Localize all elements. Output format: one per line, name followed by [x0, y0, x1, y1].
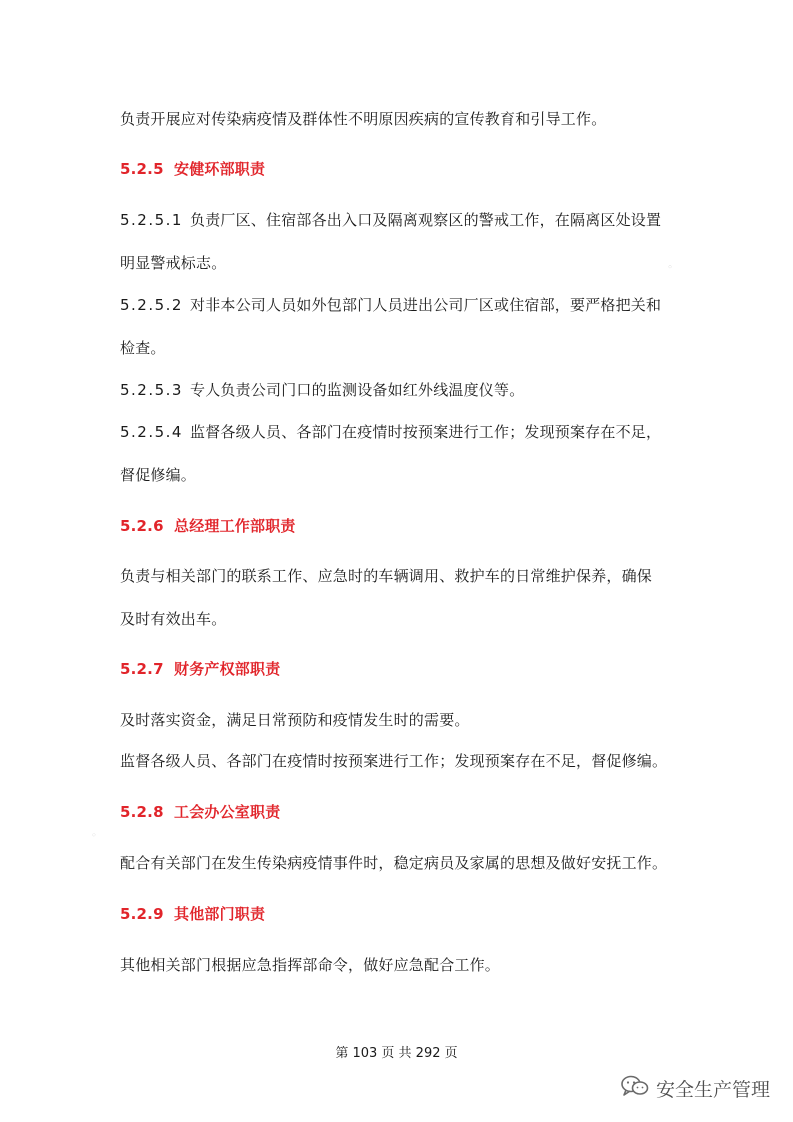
section-number: 5.2.7	[120, 660, 164, 678]
section-title: 其他部门职责	[174, 905, 266, 923]
section-number: 5.2.8	[120, 803, 164, 821]
clause-number: 5.2.5.1	[120, 211, 183, 229]
paragraph: 配合有关部门在发生传染病疫情事件时，稳定病员及家属的思想及做好安抚工作。	[120, 854, 668, 872]
paragraph-continuation: 及时有效出车。	[120, 610, 227, 628]
section-heading-5-2-8	[120, 801, 280, 822]
faint-watermark: ◦	[88, 829, 102, 842]
clause-text: 负责厂区、住宿部各出入口及隔离观察区的警戒工作，在隔离区处设置	[190, 211, 662, 229]
section-heading-5-2-6	[120, 515, 296, 536]
clause-continuation: 检查。	[120, 339, 166, 357]
section-heading-5-2-9	[120, 903, 265, 924]
section-title: 工会办公室职责	[174, 803, 281, 821]
section-title: 总经理工作部职责	[174, 517, 296, 535]
section-title: 安健环部职责	[174, 160, 266, 178]
section-heading-5-2-7	[120, 658, 280, 679]
faint-watermark: ◦	[664, 261, 678, 274]
section-title: 财务产权部职责	[174, 660, 281, 678]
clause-continuation: 明显警戒标志。	[120, 254, 227, 272]
section-number: 5.2.9	[120, 905, 164, 923]
clause-5-2-5-2	[120, 294, 661, 315]
clause-number: 5.2.5.2	[120, 296, 183, 314]
clause-5-2-5-3	[120, 379, 524, 400]
clause-5-2-5-4	[120, 421, 661, 442]
page-number-footer: 第 103 页 共 292 页	[335, 1046, 458, 1061]
section-heading-5-2-5	[120, 158, 265, 179]
wechat-icon	[620, 1074, 650, 1102]
brand-name: 安全生产管理	[656, 1078, 771, 1101]
clause-number: 5.2.5.4	[120, 423, 183, 441]
clause-text: 专人负责公司门口的监测设备如红外线温度仪等。	[190, 381, 525, 399]
paragraph: 负责开展应对传染病疫情及群体性不明原因疾病的宣传教育和引导工作。	[120, 110, 607, 128]
paragraph: 监督各级人员、各部门在疫情时按预案进行工作；发现预案存在不足，督促修编。	[120, 752, 668, 770]
clause-5-2-5-1	[120, 209, 661, 230]
paragraph: 负责与相关部门的联系工作、应急时的车辆调用、救护车的日常维护保养，确保	[120, 567, 653, 585]
clause-continuation: 督促修编。	[120, 466, 197, 484]
brand-watermark	[620, 1074, 770, 1102]
clause-text: 监督各级人员、各部门在疫情时按预案进行工作；发现预案存在不足，	[190, 423, 662, 441]
paragraph: 及时落实资金，满足日常预防和疫情发生时的需要。	[120, 711, 470, 729]
section-number: 5.2.6	[120, 517, 164, 535]
section-number: 5.2.5	[120, 160, 164, 178]
clause-number: 5.2.5.3	[120, 381, 183, 399]
clause-text: 对非本公司人员如外包部门人员进出公司厂区或住宿部，要严格把关和	[190, 296, 662, 314]
paragraph: 其他相关部门根据应急指挥部命令，做好应急配合工作。	[120, 956, 501, 974]
